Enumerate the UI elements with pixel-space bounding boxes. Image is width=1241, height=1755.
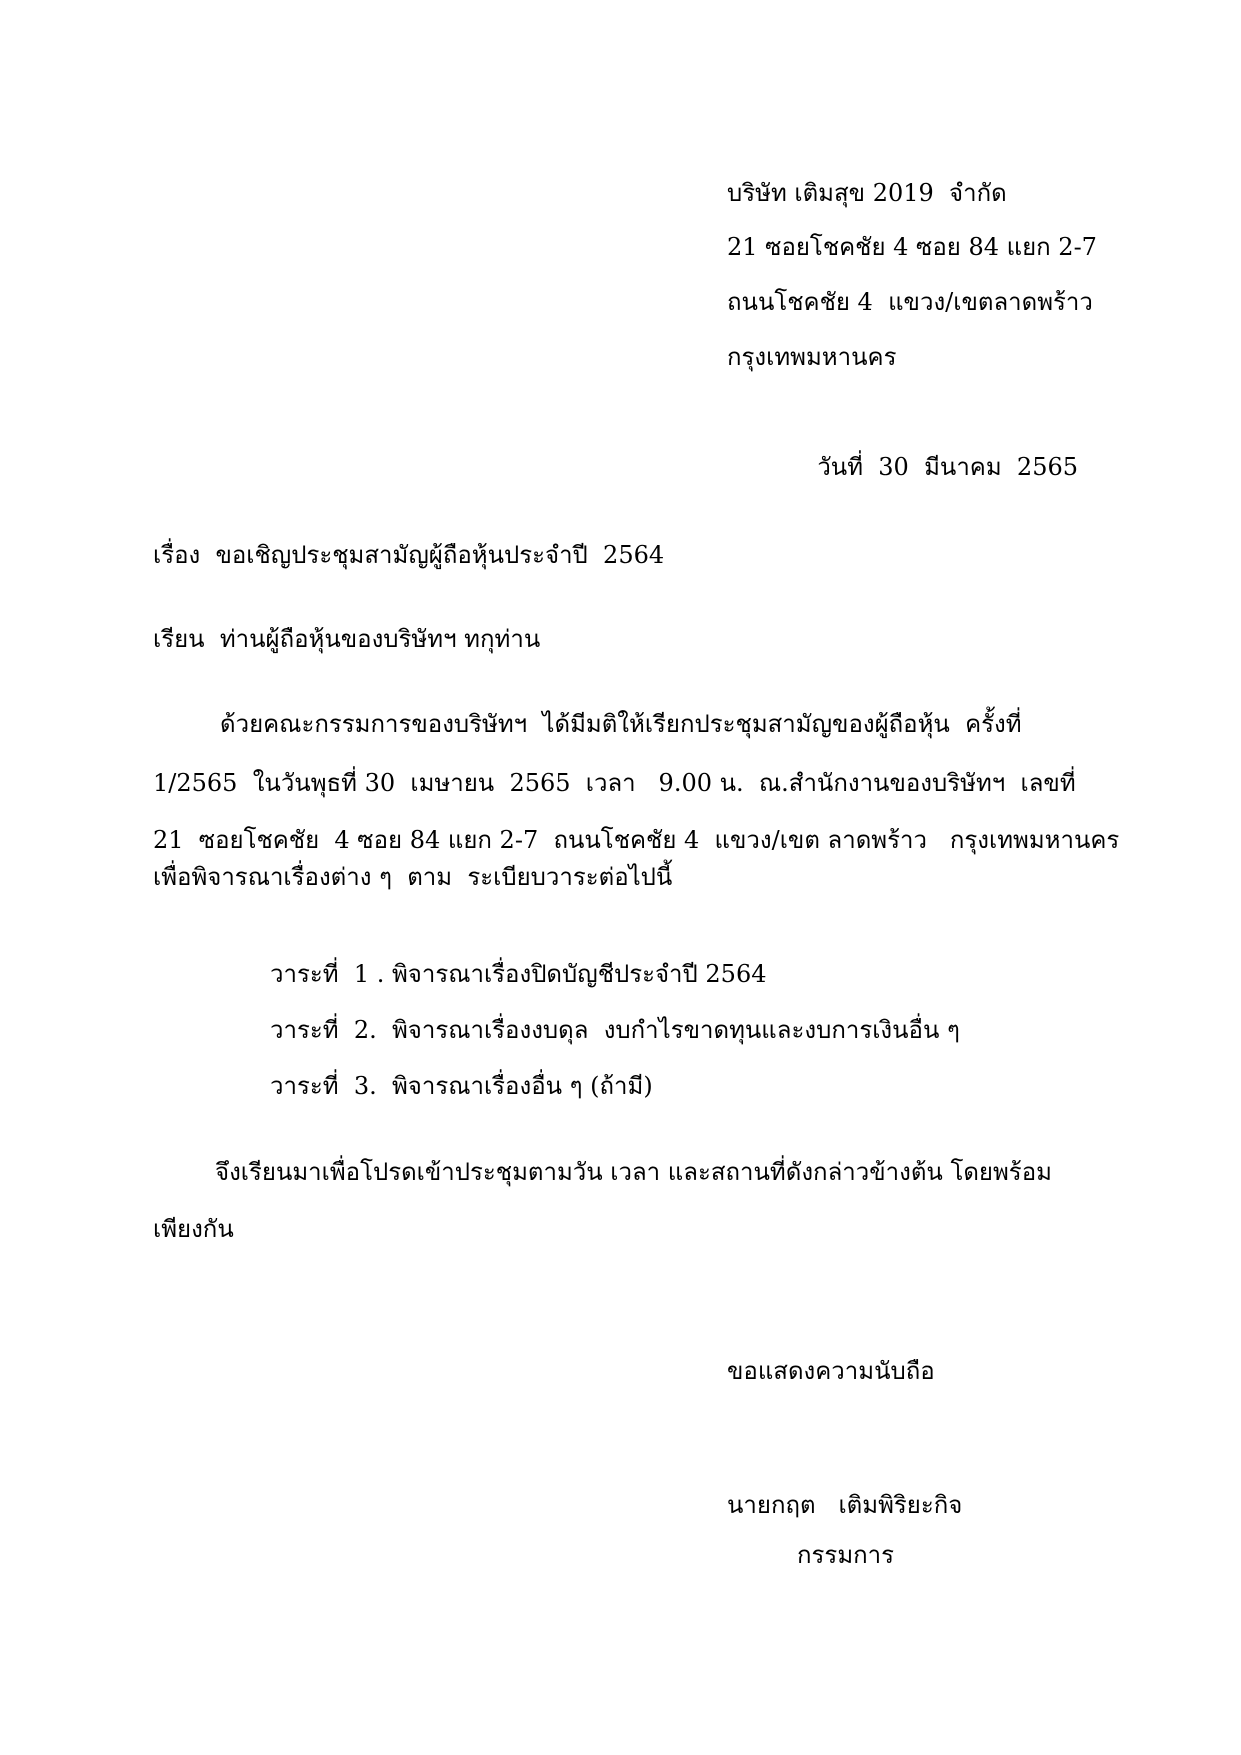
agenda-item-2: วาระที่ 2. พิจารณาเรื่องงบดุล งบกำไรขาดทุนและงบการเงินอื่น ๆ bbox=[270, 1016, 960, 1044]
letter-date: วันที่ 30 มีนาคม 2565 bbox=[817, 453, 1078, 481]
closing-line-2: เพียงกัน bbox=[153, 1215, 234, 1243]
subject-line: เรื่อง ขอเชิญประชุมสามัญผู้ถือหุ้นประจำปี 2564 bbox=[153, 541, 665, 569]
signoff: ขอแสดงความนับถือ bbox=[727, 1357, 935, 1385]
body-line-2: 1/2565 ในวันพุธที่ 30 เมษายน 2565 เวลา 9.00 น. ณ.สำนักงานของบริษัทฯ เลขที่ bbox=[153, 769, 1076, 797]
recipient-line: เรียน ท่านผู้ถือหุ้นของบริษัทฯ ทกุท่าน bbox=[153, 625, 541, 653]
company-name: บริษัท เติมสุข 2019 จำกัด bbox=[727, 179, 1007, 207]
agenda-item-1: วาระที่ 1 . พิจารณาเรื่องปิดบัญชีประจำปี 2564 bbox=[270, 960, 767, 988]
body-line-4: เพื่อพิจารณาเรื่องต่าง ๆ ตาม ระเบียบวาระต่อไปนี้ bbox=[153, 863, 673, 891]
signer-name: นายกฤต เติมพิริยะกิจ bbox=[727, 1491, 963, 1519]
closing-line-1: จึงเรียนมาเพื่อโปรดเข้าประชุมตามวัน เวลา และสถานที่ดังกล่าวข้างต้น โดยพร้อม bbox=[215, 1158, 1052, 1186]
signer-title: กรรมการ bbox=[797, 1541, 895, 1569]
agenda-item-3: วาระที่ 3. พิจารณาเรื่องอื่น ๆ (ถ้ามี) bbox=[270, 1072, 653, 1100]
body-line-1: ด้วยคณะกรรมการของบริษัทฯ ได้มีมติให้เรียกประชุมสามัญของผู้ถือหุ้น ครั้งที่ bbox=[220, 710, 1022, 738]
address-line-3: กรุงเทพมหานคร bbox=[727, 343, 897, 371]
address-line-2: ถนนโชคชัย 4 แขวง/เขตลาดพร้าว bbox=[727, 288, 1093, 316]
address-line-1: 21 ซอยโชคชัย 4 ซอย 84 แยก 2-7 bbox=[727, 233, 1097, 261]
body-line-3: 21 ซอยโชคชัย 4 ซอย 84 แยก 2-7 ถนนโชคชัย 4 แขวง/เขต ลาดพร้าว กรุงเทพมหานคร bbox=[153, 826, 1120, 854]
